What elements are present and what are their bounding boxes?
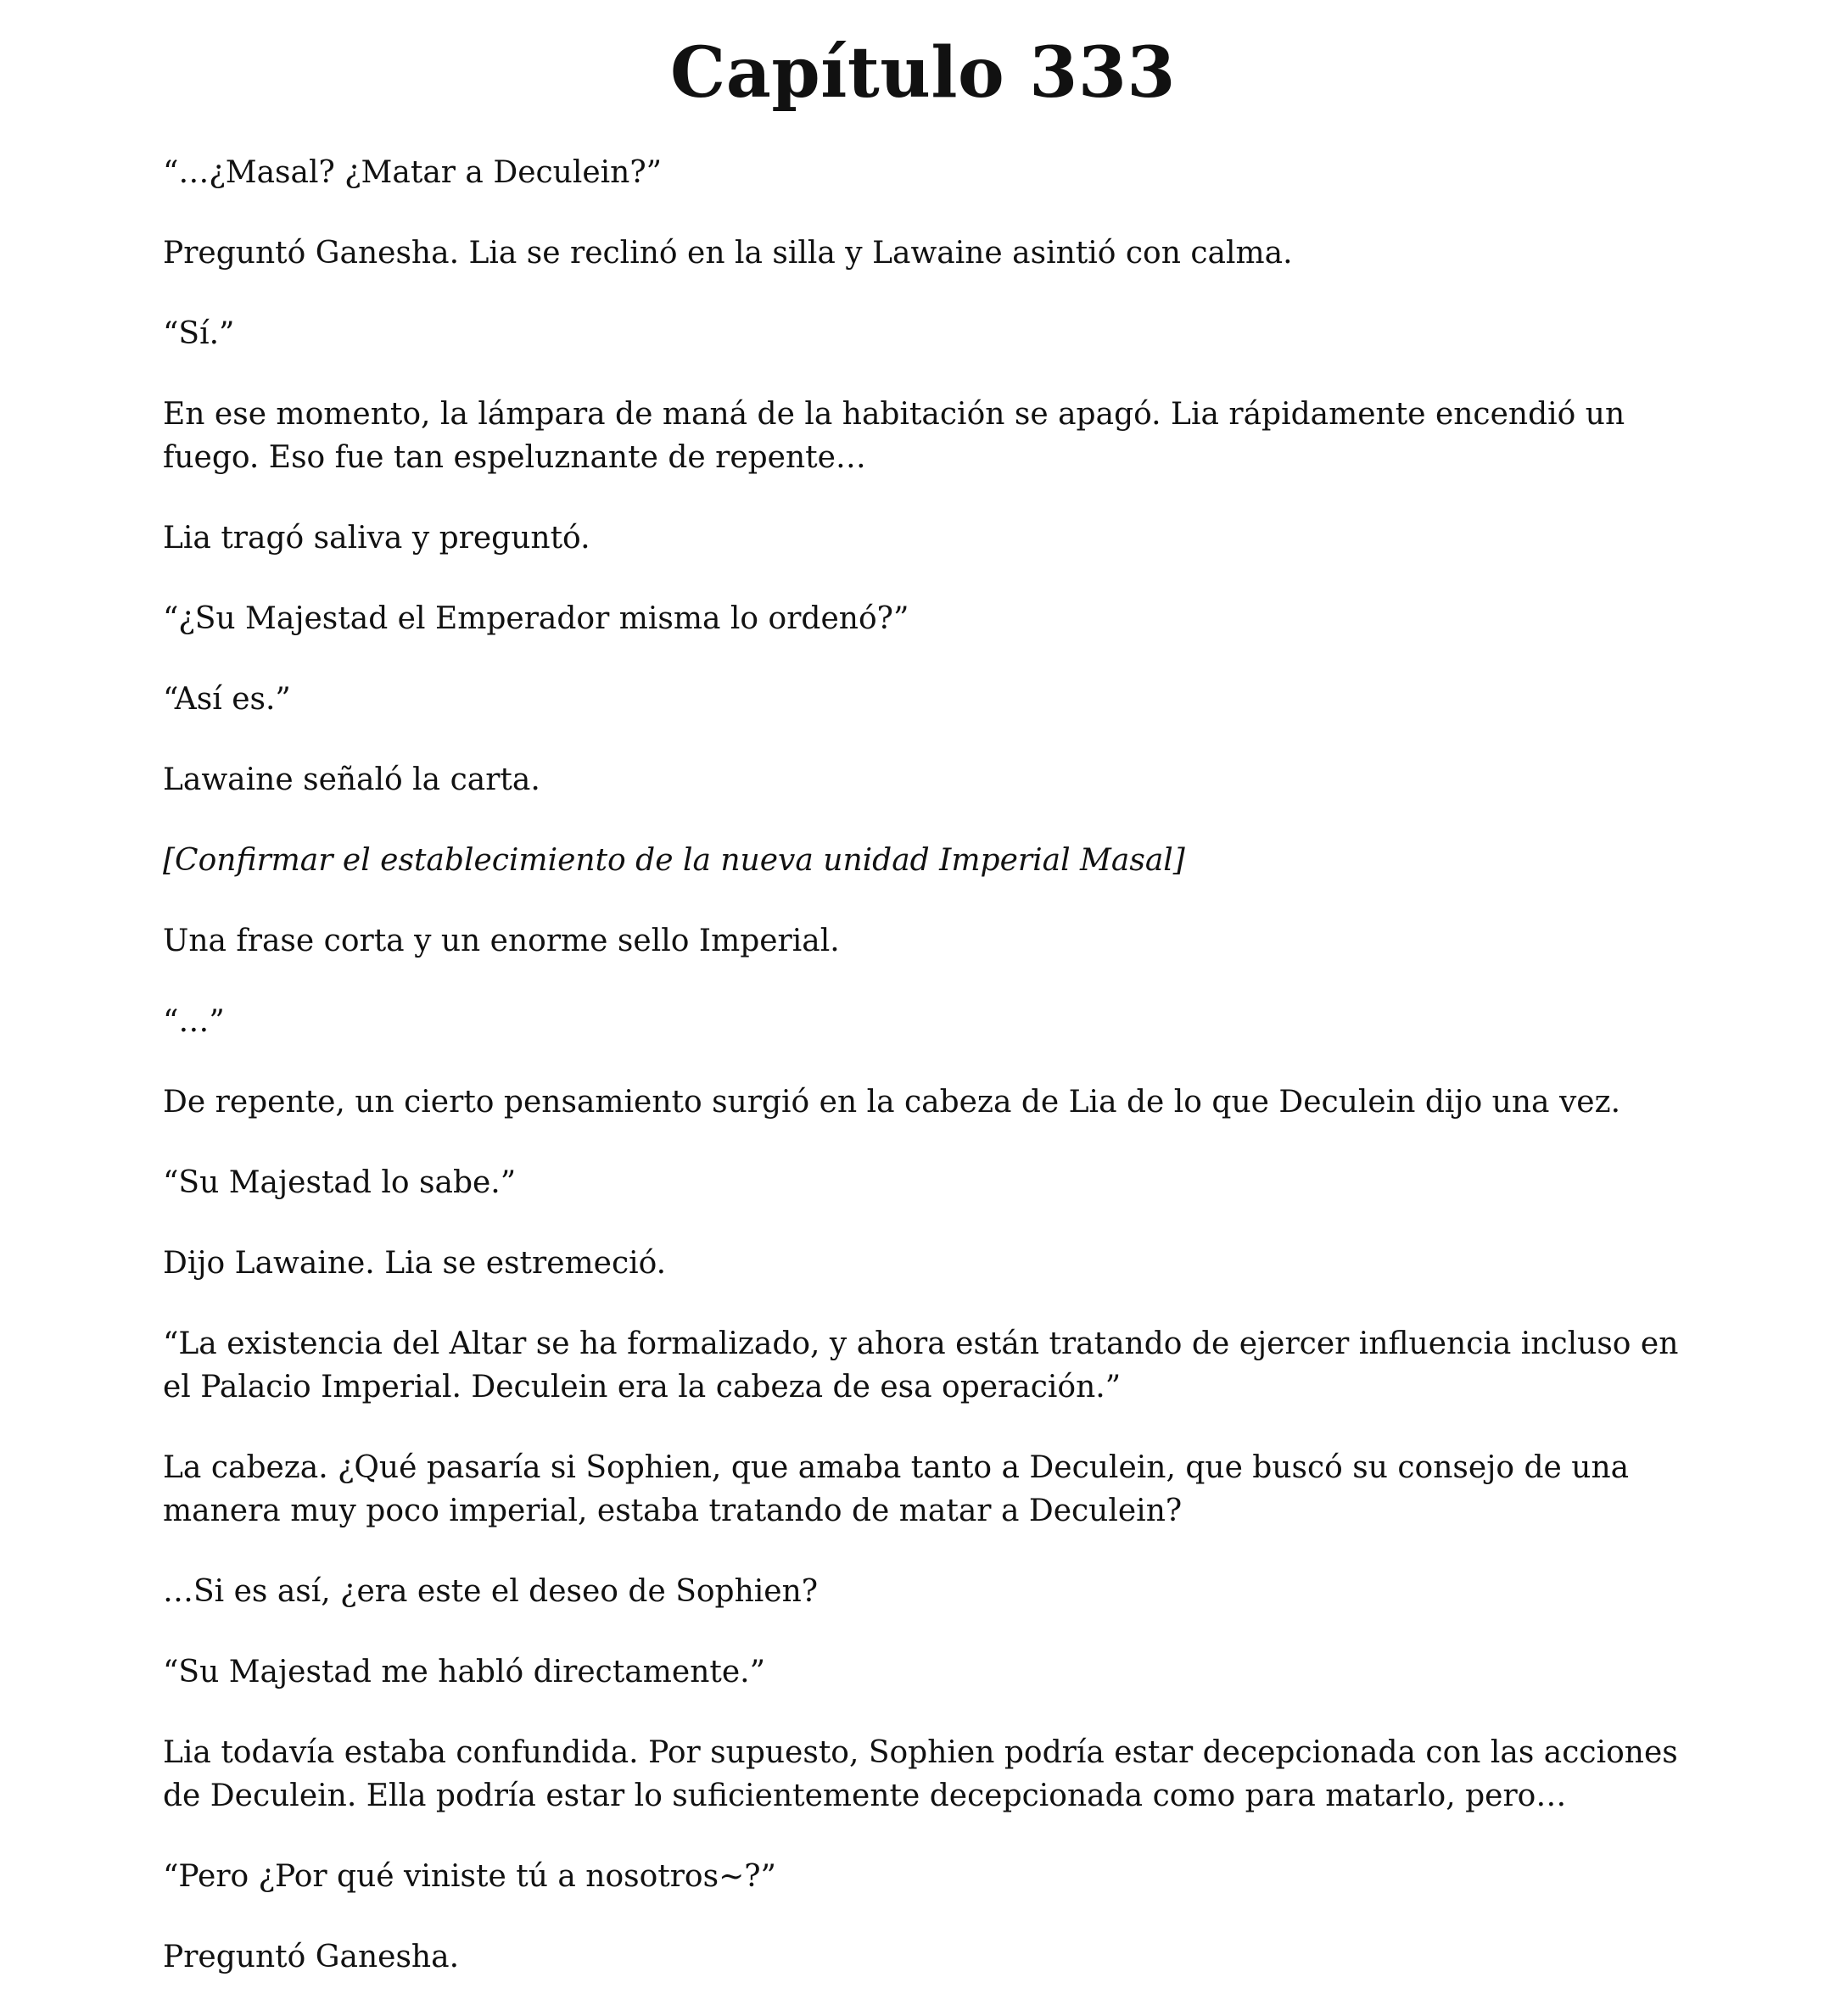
paragraph: “Su Majestad lo sabe.” [163,1165,517,1200]
paragraph: …Si es así, ¿era este el deseo de Sophien? [163,1574,819,1609]
paragraph: Preguntó Ganesha. Lia se reclinó en la silla y Lawaine asintió con calma. [163,236,1293,271]
document-body [163,151,1707,2016]
paragraph: Una frase corta y un enorme sello Imperial. [163,924,840,958]
paragraph: Lawaine señaló la carta. [163,762,540,797]
paragraph: De repente, un cierto pensamiento surgió en la cabeza de Lia de lo que Deculein dijo una vez. [163,1085,1621,1120]
chapter-title: Capítulo 333 [670,32,1176,114]
paragraph: “Sí.” [163,316,235,351]
paragraph: “Así es.” [163,682,291,717]
italic-paragraph: [Confirmar el establecimiento de la nueva unidad Imperial Masal] [163,843,1185,878]
paragraph: Preguntó Ganesha. [163,1940,460,1974]
paragraph: “Su Majestad me habló directamente.” [163,1655,765,1689]
paragraph: “…¿Masal? ¿Matar a Deculein?” [163,155,663,190]
paragraph: Dijo Lawaine. Lia se estremeció. [163,1246,667,1281]
paragraph: Lia todavía estaba confundida. Por supuesto, Sophien podría estar decepcionada con las acciones de Deculein. Ella podría estar lo suficientemente decepcionada como para matarlo, pero… [163,1735,1678,1813]
paragraph: “La existencia del Altar se ha formalizado, y ahora están tratando de ejercer influencia incluso en el Palacio Imperial. Deculein era la cabeza de esa operación.” [163,1326,1679,1404]
paragraph: En ese momento, la lámpara de maná de la habitación se apagó. Lia rápidamente encendió un fuego. Eso fue tan espeluznante de repente… [163,397,1625,475]
paragraph: La cabeza. ¿Qué pasaría si Sophien, que amaba tanto a Deculein, que buscó su consejo de una manera muy poco imperial, estaba tratando de matar a Deculein? [163,1450,1630,1528]
paragraph: Lia tragó saliva y preguntó. [163,521,590,556]
paragraph: “¿Su Majestad el Emperador misma lo ordenó?” [163,601,909,636]
paragraph: “Pero ¿Por qué viniste tú a nosotros~?” [163,1859,776,1894]
paragraph: “…” [163,1004,225,1039]
